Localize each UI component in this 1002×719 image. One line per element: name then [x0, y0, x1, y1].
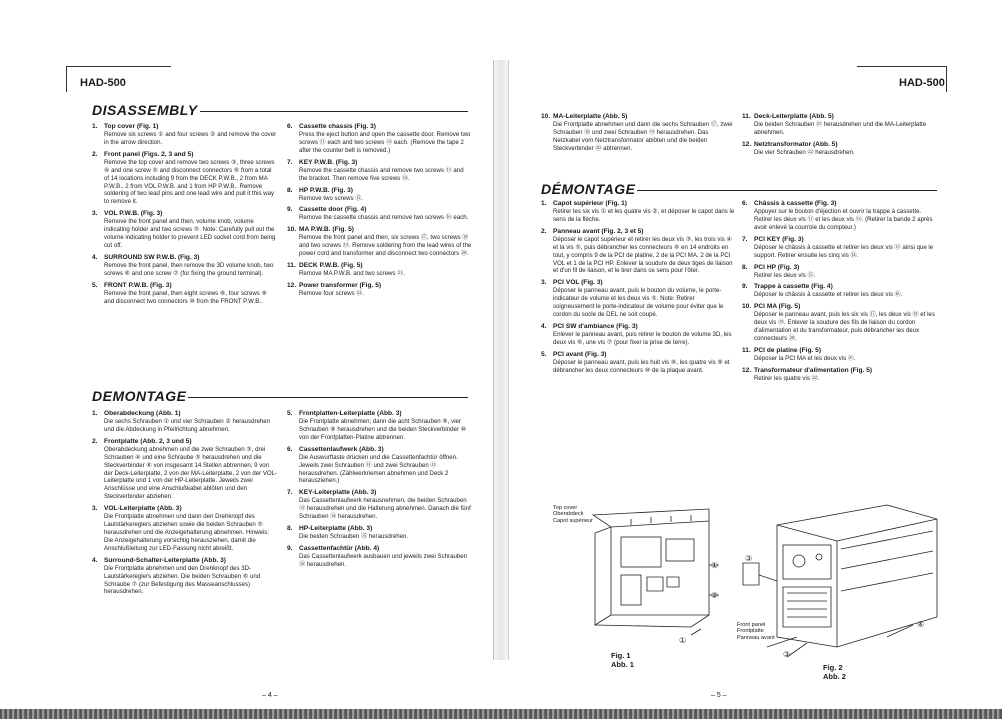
instruction-heading: Cassettenlaufwerk (Abb. 3)	[299, 445, 384, 453]
instruction-content	[754, 236, 937, 260]
instruction-heading: HP P.W.B. (Fig. 3)	[299, 186, 353, 194]
title-rule	[200, 111, 468, 112]
instruction-content	[104, 151, 278, 206]
instruction-heading: Trappe à cassette (Fig. 4)	[754, 283, 833, 291]
instruction-content	[553, 228, 736, 276]
instruction-body: Remove six screws ① and four screws ② and remove the cover in the arrow direction.	[104, 131, 277, 146]
instruction-number: 2.	[541, 227, 547, 235]
instruction-body: Retirer les deux vis ⑮.	[754, 271, 816, 279]
instruction-item	[541, 113, 736, 153]
instruction-heading: Transformateur d'alimentation (Fig. 5)	[754, 366, 873, 374]
instruction-heading: SURROUND SW P.W.B. (Fig. 3)	[104, 253, 200, 261]
instruction-content	[299, 159, 472, 183]
instruction-item	[287, 226, 472, 258]
instruction-heading: Front panel (Figs. 2, 3 and 5)	[104, 150, 194, 158]
instruction-number: 1.	[92, 410, 98, 417]
instruction-body: Die beiden Schrauben ⑮ herausdrehen.	[299, 533, 409, 541]
instruction-item	[742, 264, 937, 280]
instruction-number: 9.	[287, 206, 293, 214]
instruction-content	[553, 323, 736, 347]
instruction-body: Remove four screws ㉒.	[299, 289, 365, 297]
instruction-item	[287, 446, 472, 486]
instruction-item	[287, 206, 472, 222]
instruction-number: 8.	[287, 186, 293, 194]
instruction-item	[742, 303, 937, 343]
demontage-fr-col-2	[742, 200, 937, 387]
instruction-content	[104, 557, 278, 597]
instruction-heading: PCI KEY (Fig. 3)	[754, 235, 804, 243]
instruction-heading: Top cover (Fig. 1)	[104, 123, 159, 130]
disassembly-title-text: DISASSEMBLY	[92, 102, 198, 118]
instruction-content	[553, 351, 736, 375]
instruction-body: Die Auswurftaste drücken und die Cassettenfachtür öffnen. Jeweils zwei Schrauben ⑪ und zwei Schrauben ⑫ herausdrehen. (Zählwerkriemen abnehmen und Deck 2 herausziehen.)	[299, 453, 458, 485]
instruction-item	[742, 347, 937, 363]
instruction-content	[104, 410, 278, 434]
instruction-number: 3.	[541, 279, 547, 287]
instruction-content	[104, 505, 278, 553]
instruction-number: 4.	[92, 253, 98, 261]
instruction-heading: Netztransformator (Abb. 5)	[754, 140, 838, 148]
instruction-heading: Surround-Schalter-Leiterplatte (Abb. 3)	[104, 556, 226, 564]
instruction-content	[104, 254, 278, 278]
instruction-number: 12.	[742, 140, 752, 148]
instruction-body: Das Cassettenlaufwerk herausnehmen, die beiden Schrauben ⑬ herausdrehen und die Halterung abnehmen. Danach die fünf Schrauben ⑭ herausdrehen.	[299, 497, 471, 521]
instruction-heading: MA-Leiterplatte (Abb. 5)	[553, 113, 628, 120]
fig1-label: Capot supérieur	[553, 517, 593, 524]
instruction-item	[541, 323, 736, 347]
instruction-number: 12.	[742, 366, 752, 374]
instruction-content	[754, 303, 937, 343]
instruction-content	[754, 141, 937, 157]
fig1-caption	[611, 652, 634, 669]
fig1-callout-2: ②	[711, 591, 719, 600]
instruction-content	[754, 367, 937, 383]
instruction-content	[299, 187, 472, 203]
demontage-de-col-1	[92, 410, 278, 600]
fig2-caption	[823, 664, 846, 681]
fig2-callout-3b: ③	[783, 650, 791, 659]
instruction-number: 2.	[92, 437, 98, 445]
instruction-heading: HP-Leiterplatte (Abb. 3)	[299, 525, 373, 533]
instruction-heading: PCI SW d'ambiance (Fig. 3)	[553, 322, 638, 330]
instruction-body: Remove the cassette chassis and remove two screws ⑯ each.	[299, 214, 469, 222]
instruction-item	[287, 525, 472, 541]
right-page	[501, 0, 1002, 719]
instruction-heading: KEY P.W.B. (Fig. 3)	[299, 158, 358, 166]
instruction-content	[299, 262, 472, 278]
instruction-number: 5.	[541, 350, 547, 358]
de-cont-col-1	[541, 113, 736, 157]
instruction-number: 4.	[92, 556, 98, 564]
instruction-body: Die Frontplatte abnehmen; dann die acht Schrauben ⑧, vier Schrauben ⑨ herausdrehen und die beiden Steckverbinder ⑩ von der Frontplatten-Platine abtrennen.	[299, 418, 467, 441]
instruction-number: 9.	[742, 283, 748, 291]
instruction-heading: PCI HP (Fig. 3)	[754, 263, 800, 271]
instruction-number: 7.	[287, 158, 293, 166]
instruction-item	[287, 489, 472, 521]
instruction-body: Die sechs Schrauben ① und vier Schrauben ② herausdrehen und die Abdeckung in Pfeilrichtung abnehmen.	[104, 418, 271, 433]
fig1-caption-line: Abb. 1	[611, 659, 634, 669]
instruction-number: 11.	[742, 346, 751, 354]
title-rule	[637, 190, 937, 191]
instruction-number: 6.	[287, 123, 293, 130]
instruction-heading: Cassette chassis (Fig. 3)	[299, 123, 376, 130]
instruction-item	[742, 283, 937, 299]
instruction-item	[541, 279, 736, 319]
model-label-left: HAD-500	[80, 77, 126, 89]
instruction-content	[299, 489, 472, 521]
demontage-fr-title	[541, 181, 937, 197]
instruction-body: Remove the front panel and then, volume knob, volume indicating holder and two screws ⑤. Note: Carefully pull out the volume indicating holder to prevent LED socket cord from being cut off.	[104, 218, 276, 249]
fig2-label: Frontplatte	[737, 628, 764, 635]
fig1-drawing	[591, 505, 731, 645]
instruction-number: 1.	[92, 123, 98, 130]
instruction-heading: Frontplatte (Abb. 2, 3 und 5)	[104, 437, 192, 445]
demontage-fr-title-text: DÉMONTAGE	[541, 181, 636, 197]
instruction-number: 7.	[742, 235, 748, 243]
instruction-number: 6.	[742, 200, 748, 207]
instruction-content	[754, 200, 937, 232]
instruction-body: Die beiden Schrauben ㉑ herausdrehen und die MA-Leiterplatte abnehmen.	[754, 121, 927, 136]
instruction-body: Enlever le panneau avant, puis retirer le bouton de volume 3D, les deux vis ⑥, une vis ⑦ (pour fixer la prise de terre).	[553, 330, 732, 346]
instruction-content	[299, 525, 472, 541]
instruction-item	[742, 200, 937, 232]
instruction-content	[754, 113, 937, 137]
instruction-body: Remove MA P.W.B. and two screws ㉑.	[299, 270, 405, 278]
demontage-fr-col-1	[541, 200, 736, 379]
instruction-number: 11.	[742, 113, 751, 120]
fig2-callout-4: ④	[917, 620, 925, 629]
instruction-heading: VOL P.W.B. (Fig. 3)	[104, 210, 163, 218]
instruction-body: Remove the front panel, then remove the 3D volume knob, two screws ⑥ and one screw ⑦ (for fixing the ground terminal).	[104, 261, 274, 277]
instruction-content	[104, 438, 278, 501]
instruction-item	[92, 151, 278, 206]
instruction-number: 11.	[287, 262, 296, 270]
instruction-body: Die vier Schrauben ㉒ herausdrehen.	[754, 148, 855, 156]
instruction-item	[541, 228, 736, 276]
fig2-label: Front panel	[737, 622, 766, 628]
instruction-content	[299, 123, 472, 155]
instruction-heading: PCI VOL (Fig. 3)	[553, 279, 603, 287]
instruction-heading: Frontplatten-Leiterplatte (Abb. 3)	[299, 410, 402, 417]
instruction-body: Oberabdeckung abnehmen und die zwei Schrauben ③, drei Schrauben ④ und eine Schraube ⑤ herausdrehen und die Steckverbinder ⑥ von insgesamt 14 Stellen abtrennen; 9 von der Deck-Leiterplatte, 2 von der MA-Leiterplatte, 2 von der VOL-Leiterplatte und 1 von der HP-Leiterplatte. Jeweils zwei Anschlüsse und eine Anschlußkabel ablöten und den Steckverbinder abziehen.	[104, 445, 278, 501]
instruction-item	[541, 200, 736, 224]
fig1-callout-1b: ①	[679, 636, 687, 645]
instruction-content	[553, 113, 736, 153]
instruction-heading: Capot supérieur (Fig. 1)	[553, 200, 628, 207]
fig2-label: Panneau avant	[737, 634, 775, 641]
fig2-callout-3: ③	[745, 554, 753, 563]
instruction-heading: Panneau avant (Fig. 2, 3 et 5)	[553, 227, 644, 235]
instruction-item	[287, 262, 472, 278]
fig1-label: Oberabdeck	[553, 511, 584, 518]
instruction-body: Die Frontplatte abnehmen und dann den Drehknopf des Lautstärkereglers abziehen sowie die beiden Schrauben ⑤ herausdrehen und die Anzeigehalterung abnehmen. Hinweis: Die Anzeigehalterung vorsichtig herausziehen, damit die Anschlußleitung zur LED-Fassung nicht abreißt.	[104, 513, 269, 552]
instruction-number: 8.	[742, 263, 748, 271]
instruction-body: Die Frontplatte abnehmen und dann die sechs Schrauben ⑰, zwei Schrauben ⑱ und zwei Schrauben ⑲ herausdrehen. Das Netzkabel vom Netztransformator ablöten und die beiden Steckverbinder ⑳ abtrennen.	[553, 121, 733, 152]
demontage-de-title-text: DEMONTAGE	[92, 388, 187, 404]
instruction-heading: Cassette door (Fig. 4)	[299, 206, 367, 214]
instruction-heading: FRONT P.W.B. (Fig. 3)	[104, 281, 172, 289]
instruction-item	[92, 410, 278, 434]
instruction-item	[287, 545, 472, 569]
instruction-body: Déposer le capot supérieur et retirer les deux vis ③, les trois vis ④ et la vis ⑤, puis débrancher les connecteurs ⑥ en 14 endroits en tout, y compris 9 de la PCI de platine, 2 de la PCI MA, 2 de la PCI VOL et 1 de la PCI HP. Enlever la soudure de deux tiges de liaison et d'un fil de liaison, et le tirer dans ce sens pour l'ôter.	[553, 235, 733, 275]
disassembly-title	[92, 102, 468, 118]
page-number-left: – 4 –	[262, 692, 278, 699]
instruction-content	[553, 279, 736, 319]
instruction-content	[299, 226, 472, 258]
instruction-heading: Deck-Leiterplatte (Abb. 5)	[754, 113, 834, 120]
instruction-item	[92, 123, 278, 147]
instruction-heading: Cassettenfachtür (Abb. 4)	[299, 544, 380, 552]
instruction-heading: Oberabdeckung (Abb. 1)	[104, 410, 181, 417]
fig1-labels	[553, 505, 593, 524]
instruction-item	[92, 557, 278, 597]
instruction-item	[541, 351, 736, 375]
instruction-body: Déposer le panneau avant, puis le bouton du volume, le porte-indicateur de volume et les deux vis ⑤. Note: Retirer soigneusement le porte-indicateur de volume pour éviter que le cordon du socle de DEL ne soit coupé.	[553, 287, 724, 319]
instruction-heading: DECK P.W.B. (Fig. 5)	[299, 262, 363, 270]
disassembly-col-1	[92, 123, 278, 310]
instruction-content	[754, 264, 937, 280]
instruction-item	[92, 282, 278, 306]
instruction-heading: PCI avant (Fig. 3)	[553, 350, 607, 358]
instruction-body: Das Cassettenlaufwerk ausbauen und jeweils zwei Schrauben ⑯ herausdrehen.	[299, 552, 468, 568]
instruction-number: 3.	[92, 505, 98, 513]
instruction-body: Déposer le châssis à cassette et retirer les deux vis ⑬ ainsi que le support. Retirer ensuite les cinq vis ⑭.	[754, 243, 934, 259]
instruction-body: Remove two screws ⑮.	[299, 194, 363, 202]
instruction-heading: Châssis à cassette (Fig. 3)	[754, 200, 837, 207]
instruction-content	[754, 283, 937, 299]
instruction-number: 7.	[287, 489, 293, 497]
instruction-body: Remove the front panel, then eight screws ⑧, four screws ⑨ and disconnect two connectors ⑩ from the FRONT P.W.B..	[104, 289, 268, 305]
instruction-number: 2.	[92, 150, 98, 158]
instruction-number: 1.	[541, 200, 547, 207]
instruction-content	[104, 210, 278, 250]
instruction-number: 10.	[742, 303, 752, 311]
instruction-number: 12.	[287, 281, 297, 289]
instruction-number: 10.	[287, 226, 297, 234]
instruction-heading: VOL-Leiterplatte (Abb. 3)	[104, 505, 182, 513]
instruction-body: Déposer le panneau avant, puis les huit vis ⑧, les quatre vis ⑨ et débrancher les deux connecteurs ⑩ de la plaque avant.	[553, 358, 730, 374]
instruction-body: Retirer les six vis ① et les quatre vis ②, et déposer le capot dans le sens de la flèche.	[553, 208, 735, 223]
instruction-item	[92, 438, 278, 501]
instruction-content	[299, 446, 472, 486]
instruction-body: Déposer le panneau avant, puis les six vis ⑰, les deux vis ⑱ et les deux vis ⑲. Enlever la soudure des fils de liaison du cordon d'alimentation et du transformateur, puis débrancher les deux connecteurs ⑳.	[754, 311, 935, 343]
instruction-item	[287, 282, 472, 298]
instruction-body: Remove the top cover and remove two screws ③, three screws ④ and one screw ⑤ and disconnect connectors ⑥ from a total of 14 locations including 9 from the DECK P.W.B., 2 from MA P.W.B., 2 from VOL P.W.B. and 1 from HP P.W.B.. Remove soldering of two lead pins and one lead wire and pull it this way to remove it.	[104, 158, 275, 206]
instruction-body: Déposer le châssis à cassette et retirer les deux vis ⑯.	[754, 291, 903, 299]
instruction-number: 4.	[541, 322, 547, 330]
instruction-item	[92, 210, 278, 250]
instruction-number: 6.	[287, 445, 293, 453]
instruction-item	[742, 113, 937, 137]
fig1-callout-1: ①	[711, 561, 719, 570]
fig2-caption-line: Abb. 2	[823, 671, 846, 681]
instruction-body: Appuyer sur le bouton d'éjection et ouvrir la trappe à cassette. Retirer les deux vis ⑪ et les deux vis ⑫. (Retirer la bande 2 après avoir enlevé la courroie du compteur.)	[754, 208, 933, 231]
instruction-heading: PCI MA (Fig. 5)	[754, 303, 801, 311]
model-label-right: HAD-500	[899, 77, 945, 89]
instruction-heading: MA P.W.B. (Fig. 5)	[299, 226, 354, 234]
fig1-label: Top cover	[553, 505, 578, 511]
instruction-item	[287, 123, 472, 155]
instruction-content	[299, 282, 472, 298]
instruction-number: 5.	[287, 410, 293, 417]
scan-edge	[0, 709, 1002, 719]
instruction-content	[299, 206, 472, 222]
instruction-heading: Power transformer (Fig. 5)	[299, 281, 382, 289]
instruction-heading: KEY-Leiterplatte (Abb. 3)	[299, 489, 377, 497]
instruction-body: Retirer les quatre vis ㉒.	[754, 374, 820, 382]
instruction-number: 5.	[92, 281, 98, 289]
instruction-item	[92, 254, 278, 278]
instruction-content	[299, 410, 472, 442]
instruction-content	[104, 123, 278, 147]
instruction-item	[92, 505, 278, 553]
instruction-number: 9.	[287, 544, 293, 552]
instruction-item	[742, 236, 937, 260]
instruction-item	[742, 141, 937, 157]
instruction-item	[287, 159, 472, 183]
instruction-item	[287, 187, 472, 203]
de-cont-col-2	[742, 113, 937, 161]
instruction-number: 3.	[92, 210, 98, 218]
disassembly-col-2	[287, 123, 472, 302]
instruction-content	[104, 282, 278, 306]
page-number-right: – 5 –	[711, 692, 727, 699]
demontage-de-title	[92, 388, 468, 404]
fig2-labels	[737, 622, 775, 641]
instruction-content	[299, 545, 472, 569]
instruction-body: Die Frontplatte abnehmen und den Drehknopf des 3D-Lautstärkereglers abziehen. Die beiden Schrauben ⑥ und Schraube ⑦ (zur Befestigung des Masseanschlusses) herausdrehen.	[104, 564, 261, 596]
instruction-body: Press the eject button and open the cassette door. Remove two screws ⑪ each and two screws ⑫ each. (Remove the tape 2 after the counter belt is removed.)	[299, 131, 471, 154]
instruction-body: Déposer la PCI MA et les deux vis ㉑.	[754, 354, 856, 362]
instruction-content	[754, 347, 937, 363]
instruction-number: 8.	[287, 525, 293, 533]
title-rule	[188, 397, 468, 398]
instruction-content	[553, 200, 736, 224]
instruction-item	[287, 410, 472, 442]
demontage-de-col-2	[287, 410, 472, 573]
instruction-number: 10.	[541, 113, 551, 120]
fig1-caption-line: Fig. 1	[611, 651, 631, 660]
instruction-body: Remove the cassette chassis and remove two screws ⑬ and the bracket. Then remove five screws ⑭.	[299, 166, 464, 182]
instruction-heading: PCI de platine (Fig. 5)	[754, 346, 822, 354]
instruction-body: Remove the front panel and then, six screws ⑰, two screws ⑱ and two screws ⑲. Remove soldering from the lead wires of the power cord and transformer and disconnect two connectors ⑳.	[299, 234, 472, 258]
fig2-caption-line: Fig. 2	[823, 663, 843, 672]
instruction-item	[742, 367, 937, 383]
